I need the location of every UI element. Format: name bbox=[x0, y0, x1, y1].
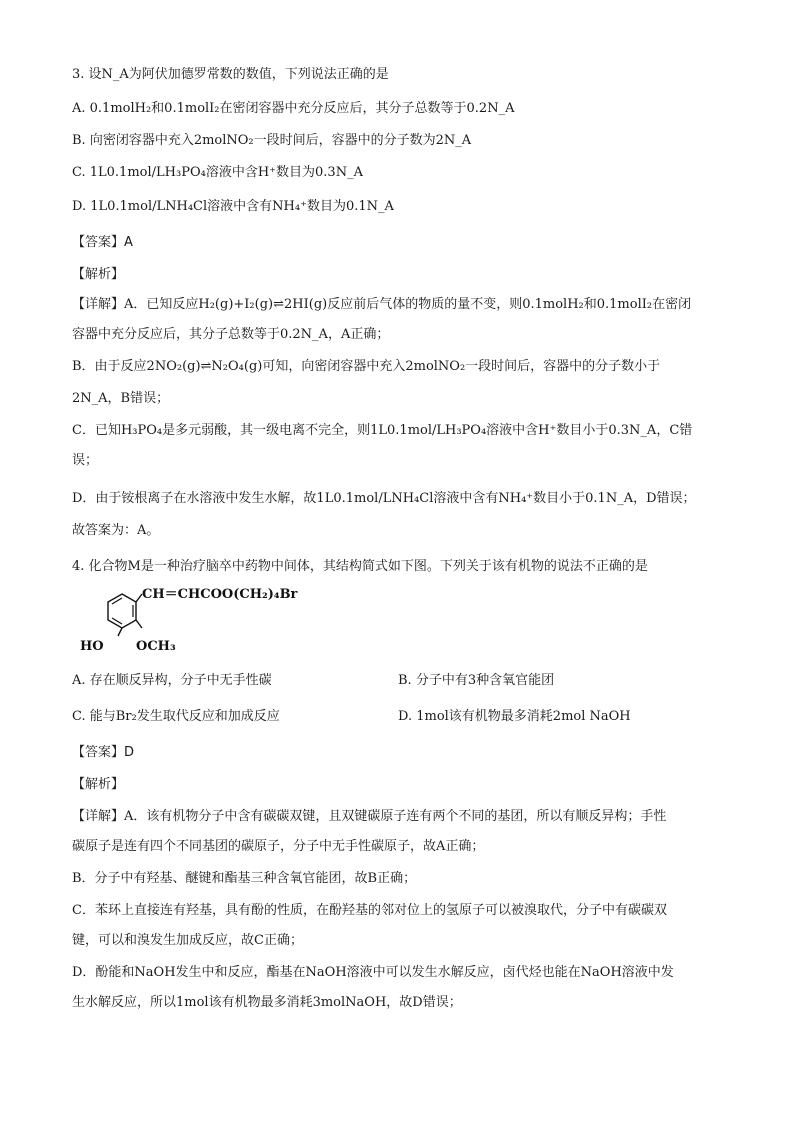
q4-detail-line: 键，可以和溴发生加成反应，故C正确； bbox=[72, 933, 303, 948]
q4-detail-line: 生水解反应，所以1mol该有机物最多消耗3molNaOH，故D错误； bbox=[72, 995, 462, 1010]
q3-analysis-label: 【解析】 bbox=[72, 267, 125, 282]
q4-detail-line: 【详解】A．该有机物分子中含有碳碳双键，且双键碳原子连有两个不同的基团，所以有顺反异构；手性 bbox=[72, 809, 667, 824]
hydroxyl-bond bbox=[118, 628, 122, 636]
q4-analysis-label: 【解析】 bbox=[72, 777, 125, 792]
side-chain-label: CH＝CHCOO(CH₂)₄Br bbox=[142, 587, 298, 602]
q3-answer: 【答案】A bbox=[72, 235, 133, 250]
q3-option-d: D. 1L0.1mol/LNH₄Cl溶液中含有NH₄⁺数目为0.1N_A bbox=[72, 199, 394, 214]
q4-detail-line: B．分子中有羟基、醚键和酯基三种含氧官能团，故B正确； bbox=[72, 871, 417, 886]
hydroxyl-label: HO bbox=[80, 639, 104, 654]
q4-detail-line: 碳原子是连有四个不同基团的碳原子，分子中无手性碳原子，故A正确； bbox=[72, 839, 485, 854]
q4-detail-line: C．苯环上直接连有羟基，具有酚的性质，在酚羟基的邻对位上的氢原子可以被溴取代，分子中有碳碳双 bbox=[72, 903, 667, 918]
q4-answer: 【答案】D bbox=[72, 745, 135, 760]
q4-option-b: B. 分子中有3种含氧官能团 bbox=[398, 673, 555, 688]
q3-detail-line: 故答案为：A。 bbox=[72, 523, 160, 538]
q3-detail-line: B．由于反应2NO₂(g)⇌N₂O₄(g)可知，向密闭容器中充入2molNO₂一段时间后，容器中的分子数小于 bbox=[72, 359, 661, 374]
q4-detail-line: D．酚能和NaOH发生中和反应，酯基在NaOH溶液中可以发生水解反应，卤代烃也能在NaOH溶液中发 bbox=[72, 965, 674, 980]
chemical-structure-diagram bbox=[78, 584, 298, 658]
methoxy-label: OCH₃ bbox=[136, 639, 176, 654]
q3-detail-line: 误； bbox=[72, 453, 99, 468]
q3-stem: 3. 设N_A为阿伏加德罗常数的数值，下列说法正确的是 bbox=[72, 67, 389, 82]
q3-option-c: C. 1L0.1mol/LH₃PO₄溶液中含H⁺数目为0.3N_A bbox=[72, 165, 363, 180]
q4-option-c: C. 能与Br₂发生取代反应和加成反应 bbox=[72, 709, 280, 724]
q3-detail-line: 【详解】A．已知反应H₂(g)+I₂(g)⇌2HI(g)反应前后气体的物质的量不变，则0.1molH₂和0.1molI₂在密闭 bbox=[72, 297, 692, 312]
q4-stem: 4. 化合物M是一种治疗脑卒中药物中间体，其结构简式如下图。下列关于该有机物的说法不正确的是 bbox=[72, 559, 648, 574]
q3-option-a: A. 0.1molH₂和0.1molI₂在密闭容器中充分反应后，其分子总数等于0.2N_A bbox=[72, 101, 515, 116]
q3-detail-line: C．已知H₃PO₄是多元弱酸，其一级电离不完全，则1L0.1mol/LH₃PO₄溶液中含H⁺数目小于0.3N_A，C错 bbox=[72, 423, 693, 438]
benzene-ring bbox=[108, 594, 136, 628]
q4-option-a: A. 存在顺反异构，分子中无手性碳 bbox=[72, 673, 272, 688]
q3-option-b: B. 向密闭容器中充入2molNO₂一段时间后，容器中的分子数为2N_A bbox=[72, 133, 472, 148]
q3-detail-line: D．由于铵根离子在水溶液中发生水解，故1L0.1mol/LNH₄Cl溶液中含有NH₄⁺数目小于0.1N_A，D错误； bbox=[72, 491, 696, 506]
q3-detail-line: 容器中充分反应后，其分子总数等于0.2N_A，A正确； bbox=[72, 327, 390, 342]
methoxy-bond bbox=[136, 620, 142, 628]
q3-detail-line: 2N_A，B错误； bbox=[72, 391, 170, 406]
q4-option-d: D. 1mol该有机物最多消耗2mol NaOH bbox=[398, 709, 631, 724]
